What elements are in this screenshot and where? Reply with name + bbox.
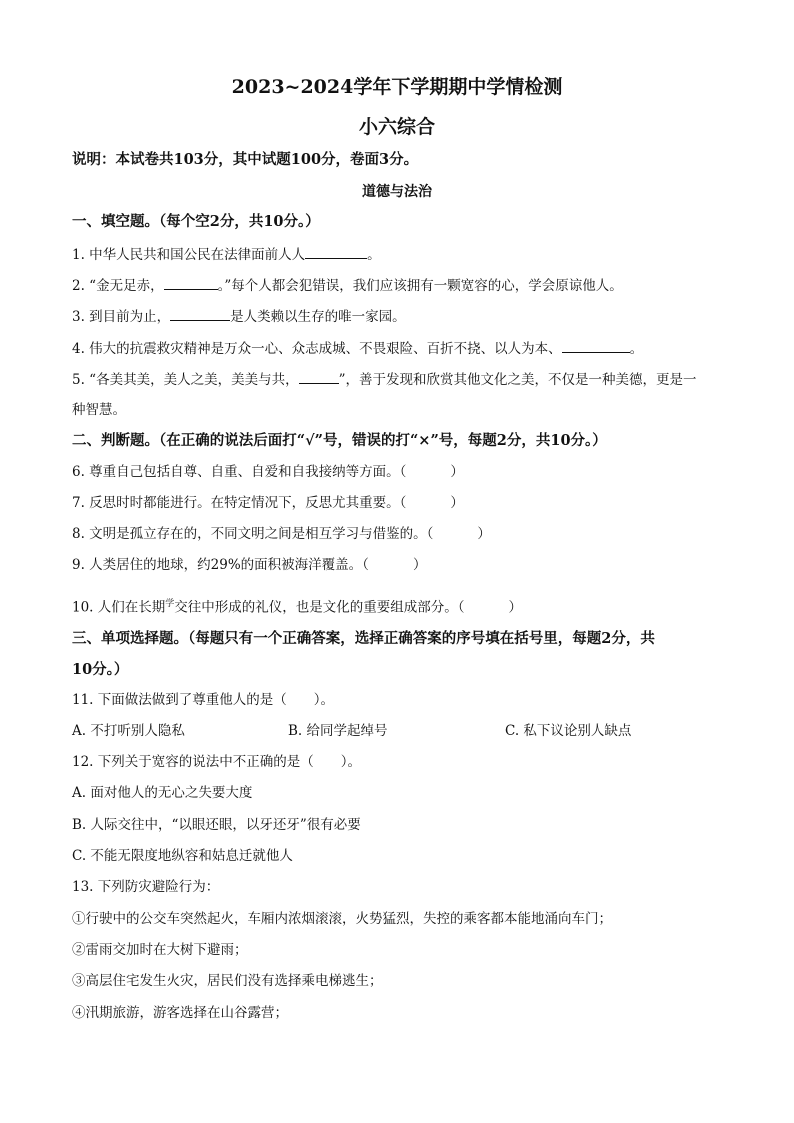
answer-blank-5[interactable] (299, 369, 339, 384)
question-8-close: ） (477, 526, 491, 542)
exam-title: 2023~2024学年下学期期中学情检测 (231, 76, 563, 98)
watermark-mark: 学 (165, 599, 175, 609)
question-10 (72, 594, 522, 618)
exam-note: 说明：本试卷共103分，其中试题100分，卷面3分。 (72, 151, 419, 168)
question-12: 12. 下列关于宽容的说法中不正确的是（ ）。 (72, 754, 362, 770)
q12-option-a[interactable]: A. 面对他人的无心之失要大度 (72, 785, 253, 801)
section2-heading: 二、判断题。（在正确的说法后面打“√”号，错误的打“×”号，每题2分，共10分。） (72, 432, 607, 449)
question-6-text: 6. 尊重自己包括自尊、自重、自爱和自我接纳等方面。（ (72, 464, 407, 480)
subject-title: 道德与法治 (362, 184, 432, 200)
q11-option-b[interactable]: B. 给同学起绰号 (288, 723, 388, 739)
q13-item-4: ④汛期旅游，游客选择在山谷露营； (72, 1005, 288, 1021)
question-6 (72, 462, 464, 482)
question-9 (72, 555, 426, 575)
question-3-text: 3. 到目前为止， (72, 309, 171, 325)
question-2 (72, 275, 623, 296)
q11-option-c[interactable]: C. 私下议论别人缺点 (505, 723, 632, 739)
section1-heading: 一、填空题。（每个空2分，共10分。） (72, 213, 320, 230)
question-1-text: 1. 中华人民共和国公民在法律面前人人 (72, 247, 306, 263)
question-8-text: 8. 文明是孤立存在的，不同文明之间是相互学习与借鉴的。（ (72, 526, 434, 542)
q13-item-1: ①行驶中的公交车突然起火，车厢内浓烟滚滚，火势猛烈，失控的乘客都本能地涌向车门； (72, 911, 612, 927)
section3-heading: 三、单项选择题。（每题只有一个正确答案，选择正确答案的序号填在括号里，每题2分，共 (72, 630, 655, 647)
question-3-end: 是人类赖以生存的唯一家园。 (230, 309, 406, 325)
question-1 (72, 244, 381, 265)
question-5-end: ”，善于发现和欣赏其他文化之美，不仅是一种美德，更是一 (338, 372, 697, 388)
answer-blank-4[interactable] (562, 338, 630, 353)
answer-blank-3[interactable] (170, 306, 230, 321)
question-4-end: 。 (629, 341, 644, 357)
answer-blank-1[interactable] (305, 244, 367, 259)
question-13: 13. 下列防灾避险行为： (72, 879, 220, 895)
question-10-text: 10. 人们在长期 (72, 599, 166, 616)
question-5-continued: 种智慧。 (72, 402, 126, 418)
question-7 (72, 493, 464, 513)
question-8 (72, 524, 491, 544)
question-9-text: 9. 人类居住的地球，约29%的面积被海洋覆盖。（ (72, 557, 369, 573)
question-4 (72, 338, 643, 359)
q12-option-c[interactable]: C. 不能无限度地纵容和姑息迁就他人 (72, 848, 293, 864)
question-7-text: 7. 反思时时都能进行。在特定情况下，反思尤其重要。（ (72, 495, 407, 511)
question-5 (72, 369, 696, 390)
q12-option-b[interactable]: B. 人际交往中，“以眼还眼，以牙还牙”很有必要 (72, 817, 361, 833)
question-9-close: ） (412, 557, 427, 573)
answer-blank-2[interactable] (164, 275, 218, 290)
question-1-end: 。 (367, 247, 381, 263)
question-6-close: ） (450, 464, 464, 480)
question-11: 11. 下面做法做到了尊重他人的是（ ）。 (72, 692, 335, 708)
question-3 (72, 306, 406, 327)
exam-subtitle: 小六综合 (358, 116, 435, 138)
question-4-text: 4. 伟大的抗震救灾精神是万众一心、众志成城、不畏艰险、百折不挠、以人为本、 (72, 341, 562, 357)
question-10-text-cont: 交往中形成的礼仪，也是文化的重要组成部分。（ (174, 599, 465, 616)
q11-option-a[interactable]: A. 不打听别人隐私 (72, 723, 185, 739)
q13-item-2: ②雷雨交加时在大树下避雨； (72, 942, 248, 958)
q13-item-3: ③高层住宅发生火灾，居民们没有选择乘电梯逃生； (72, 973, 383, 989)
question-2-text: 2. “金无足赤， (72, 278, 164, 294)
question-2-end: 。”每个人都会犯错误，我们应该拥有一颗宽容的心，学会原谅他人。 (217, 278, 623, 294)
section3-heading-cont: 10分。） (72, 661, 129, 678)
question-7-close: ） (450, 495, 464, 511)
question-5-text: 5. “各美其美，美人之美，美美与共， (72, 372, 299, 388)
question-10-close: ） (508, 599, 523, 616)
